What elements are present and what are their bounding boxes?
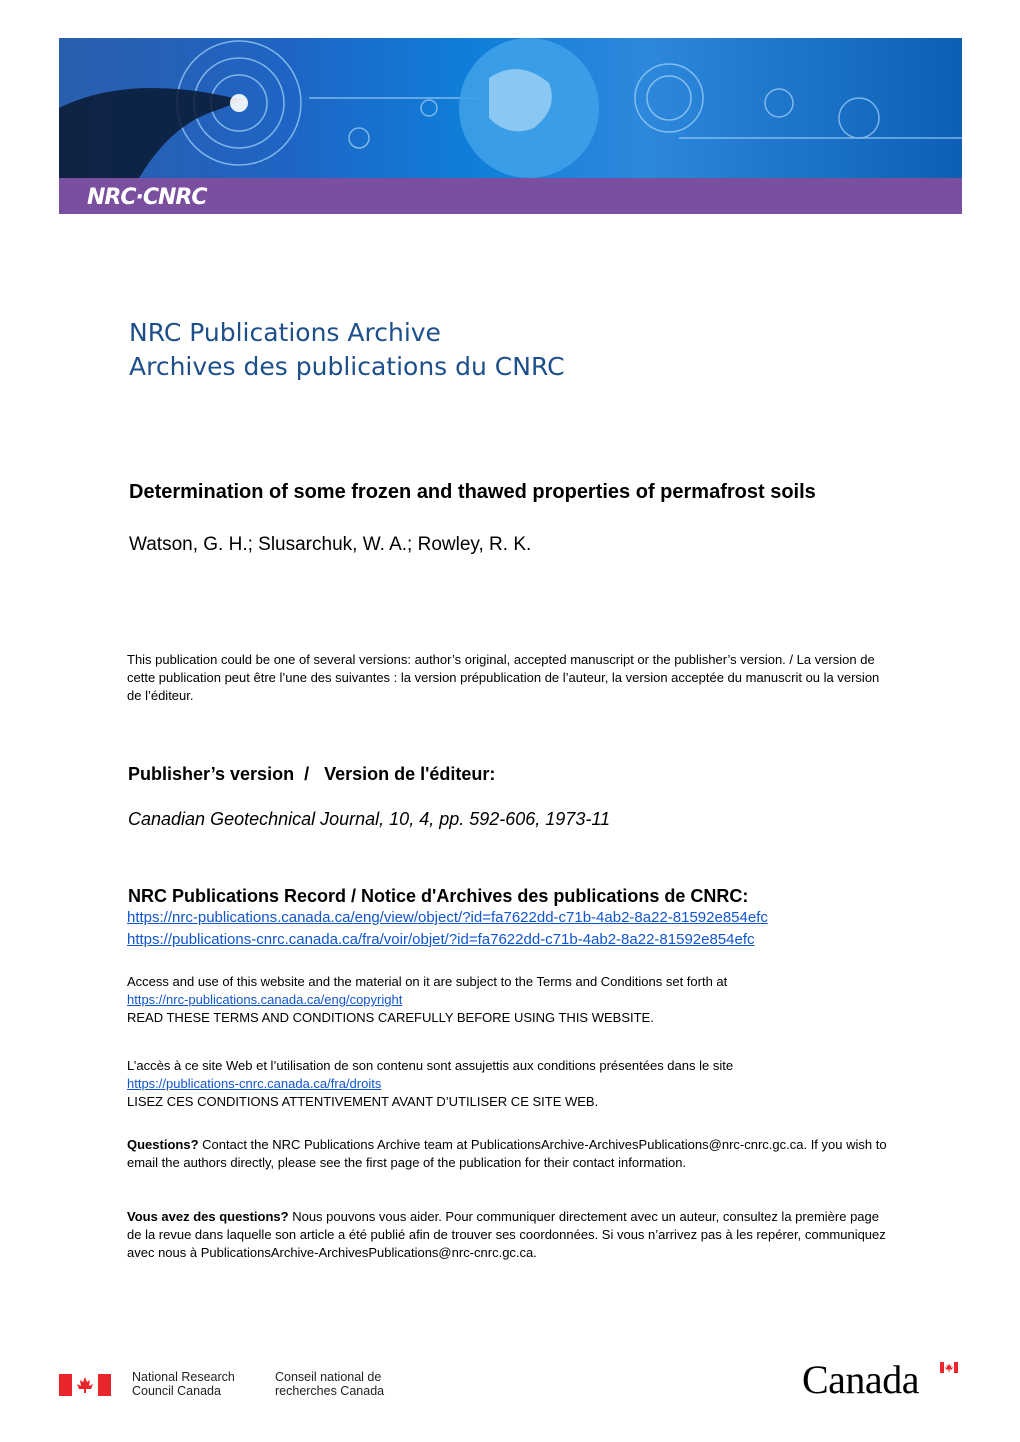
archive-title-en: NRC Publications Archive [129,318,441,347]
publication-authors: Watson, G. H.; Slusarchuk, W. A.; Rowley, R. K. [129,534,532,555]
gov-name-en [132,1370,235,1398]
wordmark-flag-icon [940,1362,958,1373]
nrc-cnrc-logo: NRC·CNRC [87,185,207,210]
citation: Canadian Geotechnical Journal, 10, 4, pp. 592-606, 1973-11 [128,809,611,829]
questions-fr [127,1208,897,1262]
record-link-en[interactable]: https://nrc-publications.canada.ca/eng/view/object/?id=fa7622dd-c71b-4ab2-8a22-81592e854efc [127,909,768,926]
questions-en-label: Questions? [127,1137,199,1152]
questions-fr-text: Nous pouvons vous aider. Pour communiquer directement avec un auteur, consultez la première page de la revue dans laquelle son article a été publié afin de trouver ses coordonnées. Si vous n’arrivez pas à les repérer, communiquez avec nous à PublicationsArchive-ArchivesPublications@nrc-cnrc.gc.ca. [127,1209,886,1260]
questions-en-text: Contact the NRC Publications Archive team at PublicationsArchive-ArchivesPublications@nrc-cnrc.gc.ca. If you wish to email the authors directly, please see the first page of the publication for their contact information. [127,1137,887,1170]
terms-fr-intro: L’accès à ce site Web et l’utilisation de son contenu sont assujettis aux conditions présentées dans le site [127,1058,734,1073]
header-banner [59,38,962,214]
gov-name-fr [275,1370,384,1398]
hand-silhouette [59,88,244,178]
gov-name-fr-line1: Conseil national de [275,1370,382,1384]
terms-fr-warning: LISEZ CES CONDITIONS ATTENTIVEMENT AVANT D’UTILISER CE SITE WEB. [127,1094,599,1109]
archive-title-fr: Archives des publications du CNRC [129,352,565,381]
banner-image [59,38,962,178]
gov-name-fr-line2: recherches Canada [275,1384,385,1398]
terms-en-intro: Access and use of this website and the material on it are subject to the Terms and Conditions set forth at [127,974,728,989]
terms-en-link[interactable]: https://nrc-publications.canada.ca/eng/copyright [127,992,403,1007]
canada-flag-icon [59,1374,111,1396]
questions-fr-label: Vous avez des questions? [127,1209,289,1224]
terms-fr [127,1057,897,1111]
versions-note: This publication could be one of several versions: author’s original, accepted manuscript or the publisher’s version. / La version de cette publication peut être l’une des suivantes : la version prépublication de l’auteur, la version acceptée du manuscrit ou la version de l’éditeur. [127,652,880,703]
record-link-fr[interactable]: https://publications-cnrc.canada.ca/fra/voir/objet/?id=fa7622dd-c71b-4ab2-8a22-81592e854efc [127,931,755,948]
terms-fr-link[interactable]: https://publications-cnrc.canada.ca/fra/droits [127,1076,382,1091]
publication-title: Determination of some frozen and thawed properties of permafrost soils [129,481,816,503]
record-heading: NRC Publications Record / Notice d'Archives des publications de CNRC: [128,886,749,906]
terms-en [127,973,897,1027]
questions-en [127,1136,897,1172]
gov-name-en-line1: National Research [132,1370,235,1384]
terms-en-warning: READ THESE TERMS AND CONDITIONS CAREFULLY BEFORE USING THIS WEBSITE. [127,1010,654,1025]
gov-name-en-line2: Council Canada [132,1384,221,1398]
canada-wordmark: Canada [802,1357,919,1402]
publisher-version-heading: Publisher’s version / Version de l'éditeur: [128,764,496,784]
